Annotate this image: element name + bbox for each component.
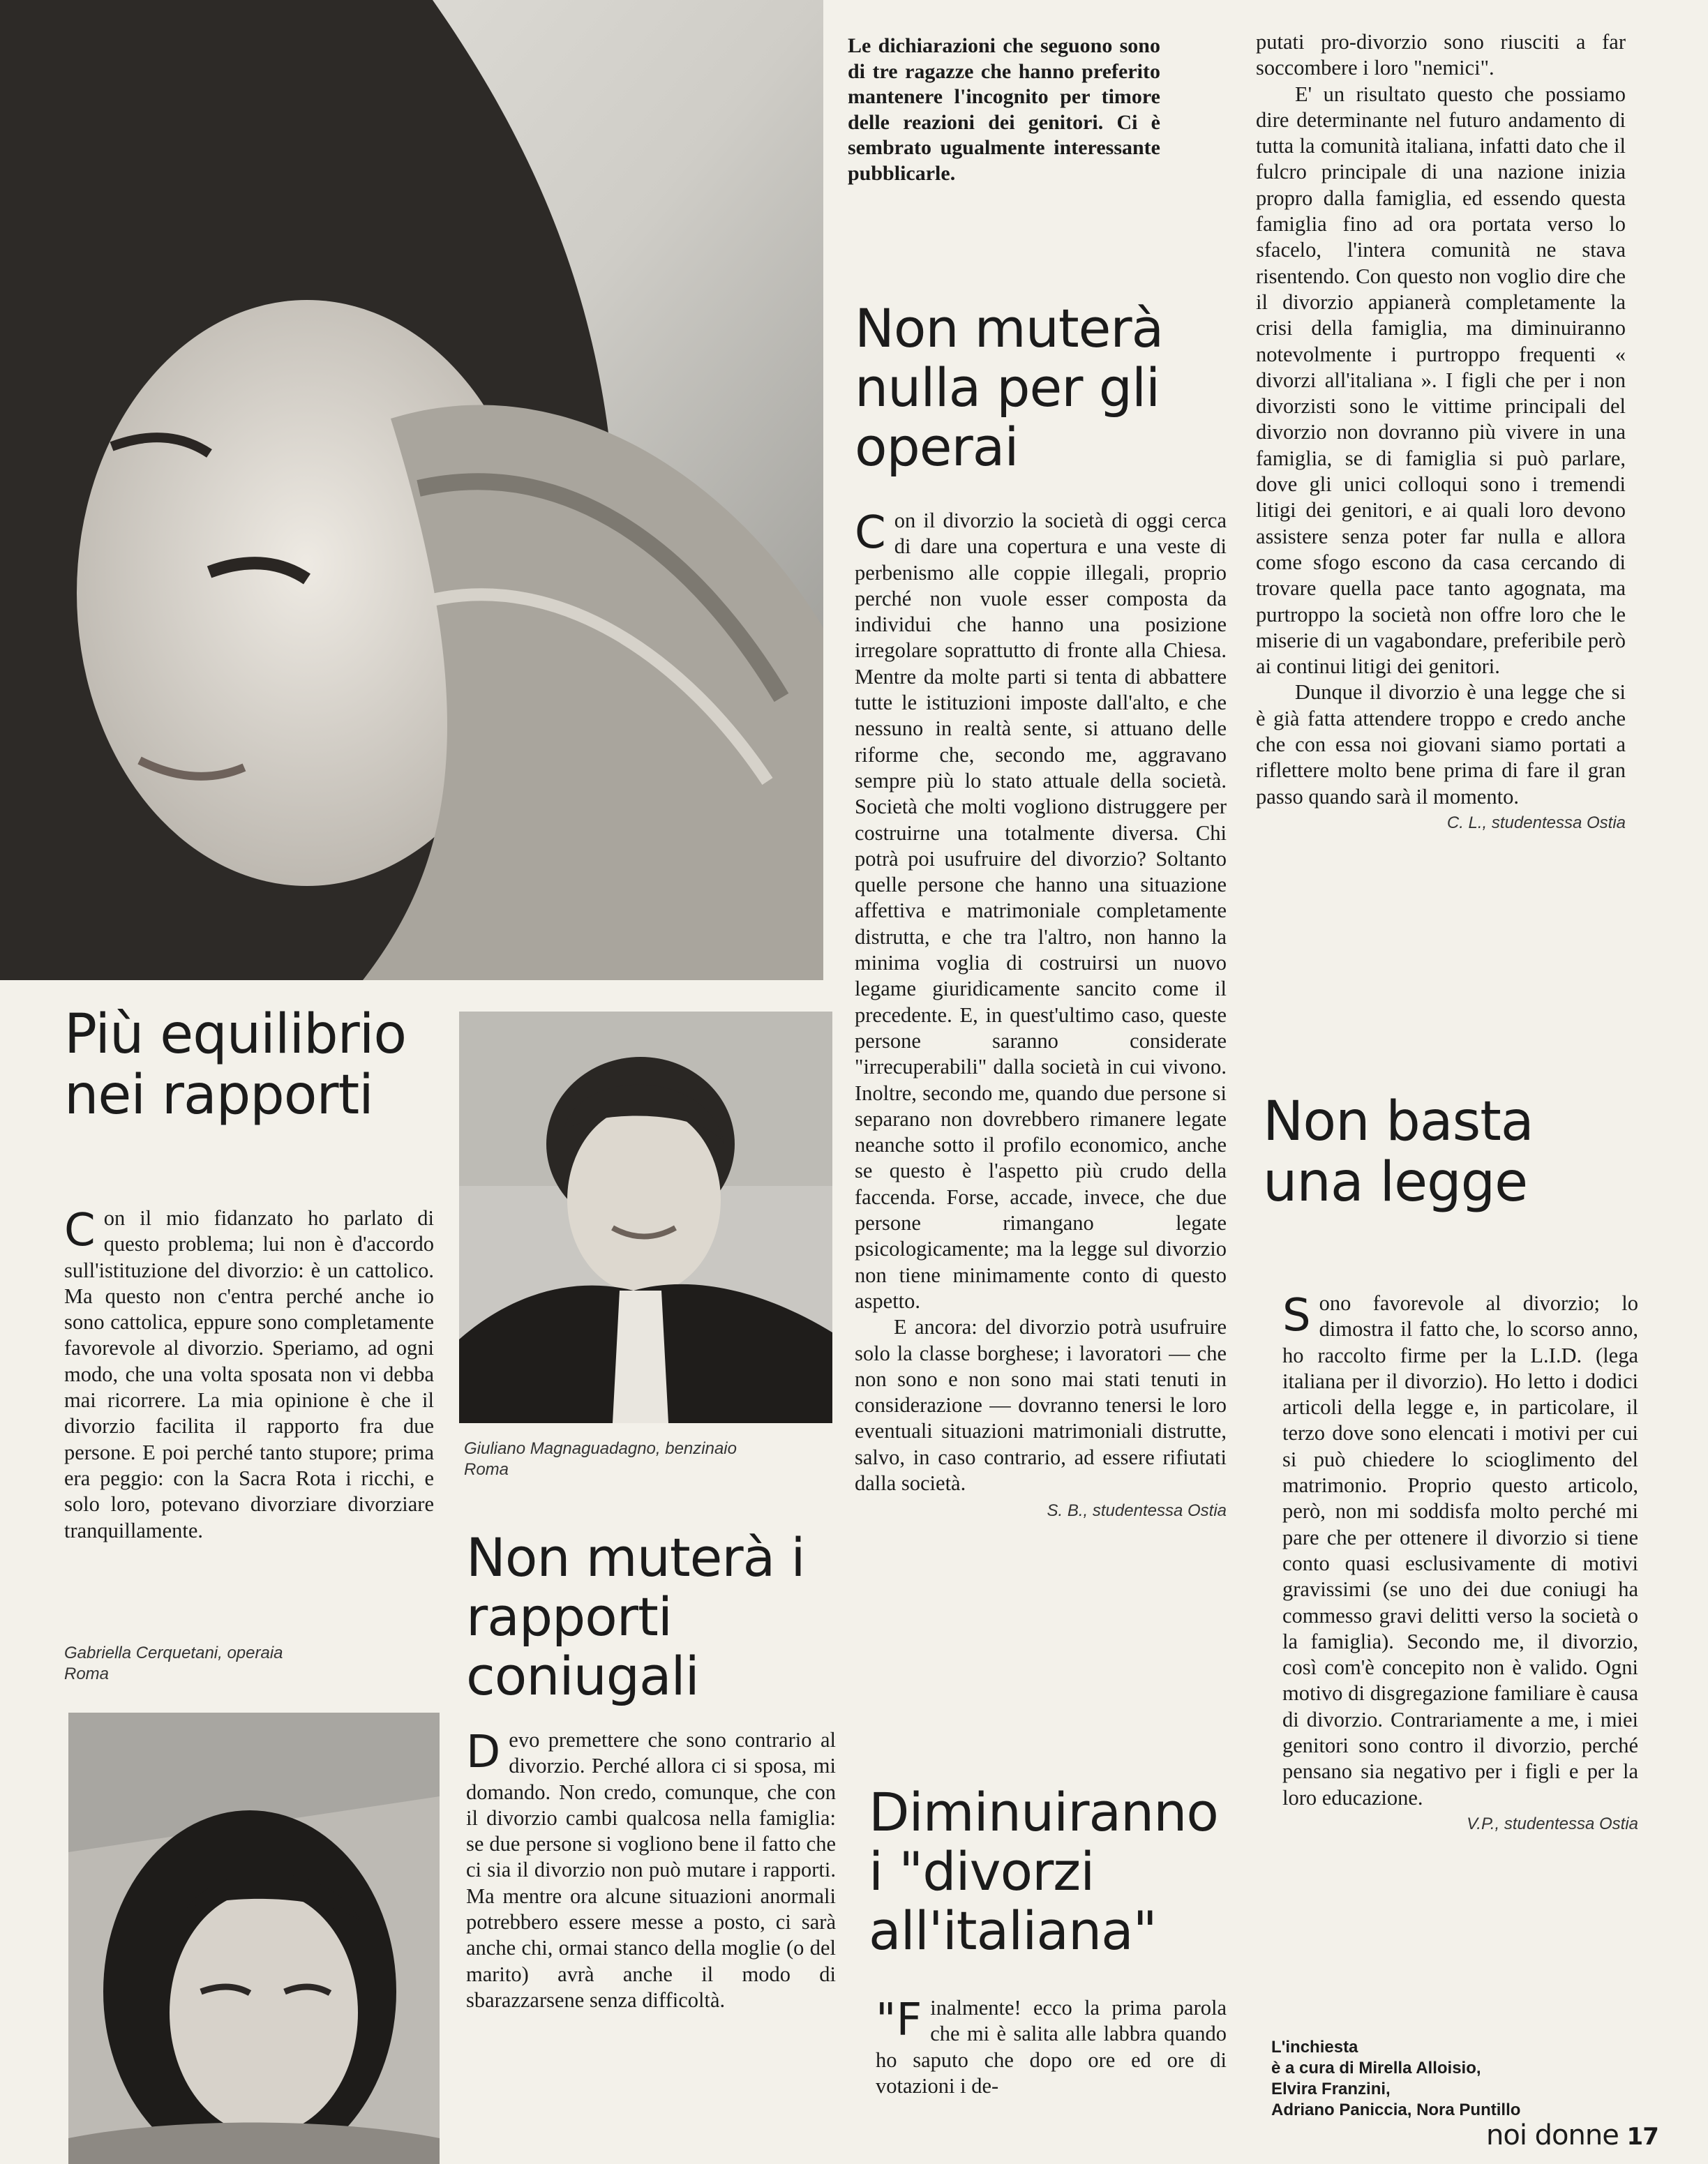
dropcap-coniugali: D [466, 1727, 501, 1778]
photo-top-woman [0, 0, 823, 980]
signature-italiana: C. L., studentessa Ostia [1446, 813, 1626, 832]
article-italiana-col4 [1256, 29, 1626, 834]
article-operai [855, 508, 1227, 1521]
article-legge [1282, 1291, 1638, 1835]
headline-legge: Non basta una legge [1263, 1090, 1534, 1215]
article-coniugali-paragraph-1: evo premettere che sono contrario al divorzio. Perché allora ci si sposa, mi domando. Non credo, comunque, che con il divorzio cambi qualcosa nella famiglia: se due persone si vogliono bene il fatto che ci sia il divorzio non può mutare i rapporti. Ma mentre ora alcune situazioni anormali potrebbero essere messe a posto, ci sarà anche chi, ormai stanco della moglie (o del marito) avrà anche il modo di sbarazzarsene senza difficoltà. [466, 1728, 836, 2012]
article-equilibrio [64, 1205, 434, 1544]
article-italiana-paragraph-4: Dunque il divorzio è una legge che si è già fatta attendere troppo e credo anche che con essa noi giovani siamo portati a riflettere molto bene prima di fare il gran passo quando sarà il momento. [1256, 680, 1626, 809]
signature-operai: S. B., studentessa Ostia [1047, 1501, 1227, 1521]
credits-line-2: è a cura di Mirella Alloisio, [1271, 2059, 1481, 2077]
article-legge-paragraph-1: ono favorevole al divorzio; lo dimostra il fatto che, lo scorso anno, ho raccolto firme per la L.I.D. (lega italiana per il divorzio). Ho letto i dodici articoli della legge e, in particolare, il terzo dove sono elencati i motivi per cui si può chiedere lo scioglimento del matrimonio. Proprio questo articolo, però, non mi soddisfa molto perché mi pare che per ottenere il divorzio si tiene conto quasi esclusivamente di motivi gravissimi (se uno dei due coniugi ha commesso gravi delitti verso la società o la famiglia). Secondo me, il divorzio, così com'è concepito non è valido. Ogni motivo di disgregazione familiare è causa di divorzio. Contrariamente a me, i miei genitori sono contro il divorzio, perché pensano sia negativo per i figli e per la loro educazione. [1282, 1291, 1638, 1810]
article-italiana-paragraph-2: putati pro-divorzio sono riusciti a far soccombere i loro "nemici". [1256, 30, 1626, 80]
caption-young-man-name: Giuliano Magnaguadagno, benzinaio [464, 1439, 737, 1458]
headline-italiana: Diminuiranno i "divorzi all'italiana" [869, 1781, 1218, 1962]
credits-line-4: Adriano Paniccia, Nora Puntillo [1271, 2101, 1521, 2119]
article-equilibrio-paragraph-1: on il mio fidanzato ho parlato di questo problema; lui non è d'accordo sull'istituzione del divorzio: è un cattolico. Ma questo non c'entra perché anche io sono cattolica, eppure sono completamente favorevole al divorzio. Speriamo, ad ogni modo, che una volta sposata non vi debba mai ricorrere. La mia opinione è che il divorzio facilita il rapporto fra due persone. E poi perché tanto stupore; prima era peggio: con la Sacra Rota i ricchi, e solo loro, potevano divorziare divorziare tranquillamente. [64, 1206, 434, 1542]
article-operai-paragraph-2: E ancora: del divorzio potrà usufruire solo la classe borghese; i lavoratori — che non sono e non sono mai stati tenuti in considerazione — dovranno tenersi le loro eventuali situazioni matrimoniali distrutte, salvo, in caso contrario, ad essere rifiutati dalla società. [855, 1315, 1227, 1495]
signature-equilibrio [64, 1643, 427, 1685]
credits-line-3: Elvira Franzini, [1271, 2080, 1391, 2098]
credits [1271, 2037, 1634, 2121]
dropcap-operai: C [855, 507, 886, 559]
article-italiana-paragraph-1: inalmente! ecco la prima parola che mi è salita alle labbra quando ho saputo che dopo ore ed ore di votazioni i de- [876, 1996, 1227, 2098]
headline-coniugali: Non muterà i rapporti coniugali [466, 1526, 805, 1708]
dropcap-equilibrio: C [64, 1205, 96, 1256]
dropcap-legge: S [1282, 1290, 1311, 1342]
dropcap-italiana: "F [876, 1994, 922, 2046]
intro-paragraph: Le dichiarazioni che seguono sono di tre ragazze che hanno preferito mantenere l'incognito per timore delle reazioni dei genitori. Ci è sembrato ugualmente interessante pubblicarle. [848, 34, 1160, 185]
photo-bottom-woman-image [68, 1713, 440, 2164]
credits-line-1: L'inchiesta [1271, 2038, 1358, 2057]
caption-young-man-city: Roma [464, 1460, 509, 1479]
article-italiana-paragraph-3: E' un risultato questo che possiamo dire determinante nel futuro andamento di tutta la comunità italiana, infatti dato che il fulcro principale di una nazione inizia propro dalla famiglia, ed essendo questa famiglia fino ad ora portata verso lo sfacelo, l'intera comunità ne stava risentendo. Con questo non voglio dire che il divorzio appianerà completamente la crisi della famiglia, ma diminuiranno notevolmente i purtroppo frequenti « divorzi all'italiana ». I figli che per i non divorzisti sono le vittime principali del divorzio non dovranno più vivere in una famiglia, se di famiglia si può parlare, dove gli unici colloqui sono i tremendi litigi dei genitori, e ai quali loro devono assistere senza poter far nulla e allora come sfogo escono da casa cercando di trovare quella pace tanto agognata, ma purtroppo la società non offre loro che le miserie di un vagabondare, preferibile però ai continui litigi dei genitori. [1256, 82, 1626, 679]
page-number: 17 [1626, 2123, 1658, 2151]
headline-equilibrio: Più equilibrio nei rapporti [64, 1003, 407, 1127]
page-footer [1486, 2119, 1695, 2151]
photo-bottom-woman [68, 1713, 440, 2164]
caption-young-man [464, 1438, 841, 1480]
article-coniugali [466, 1727, 836, 2013]
article-italiana-col3 [876, 1995, 1227, 2099]
signature-legge: V.P., studentessa Ostia [1467, 1814, 1638, 1833]
article-operai-paragraph-1: on il divorzio la società di oggi cerca di dare una copertura e una veste di perbenismo alle coppie illegali, proprio perché non vuole esser composta da individui che hanno una posizione irregolare soprattutto di fronte alla Chiesa. Mentre da molte parti si tenta di abbattere tutte le istituzioni imposte dall'alto, e che nessuno in realtà sente, si attuano delle riforme che, secondo me, aggravano sempre più lo stato attuale della società. Società che molti vogliono distruggere per costruirne una totalmente diversa. Chi potrà poi usufruire del divorzio? Soltanto quelle persone che hanno una situazione affettiva e matrimoniale completamente distrutta, e che tra l'altro, non hanno la minima voglia di costruirsi un nuovo legame giuridicamente sancito come il precedente. E, in quest'ultimo caso, queste persone saranno considerate "irrecuperabili" dalla società in cui vivono. Inoltre, secondo me, quando due persone si separano non dovrebbero rimanere legate neanche sotto il profilo economico, anche se questo è l'aspetto più crudo della faccenda. Forse, accade, invece, che due persone rimangano legate psicologicamente; ma la legge sul divorzio non tiene minimamente conto di questo aspetto. [855, 509, 1227, 1313]
headline-operai: Non muterà nulla per gli operai [855, 297, 1164, 479]
photo-young-man-image [459, 1012, 832, 1423]
photo-young-man [459, 1012, 832, 1423]
signature-equilibrio-city: Roma [64, 1665, 110, 1683]
magazine-name: noi donne [1486, 2119, 1619, 2151]
signature-equilibrio-name: Gabriella Cerquetani, operaia [64, 1644, 283, 1662]
photo-top-woman-image [0, 0, 823, 980]
